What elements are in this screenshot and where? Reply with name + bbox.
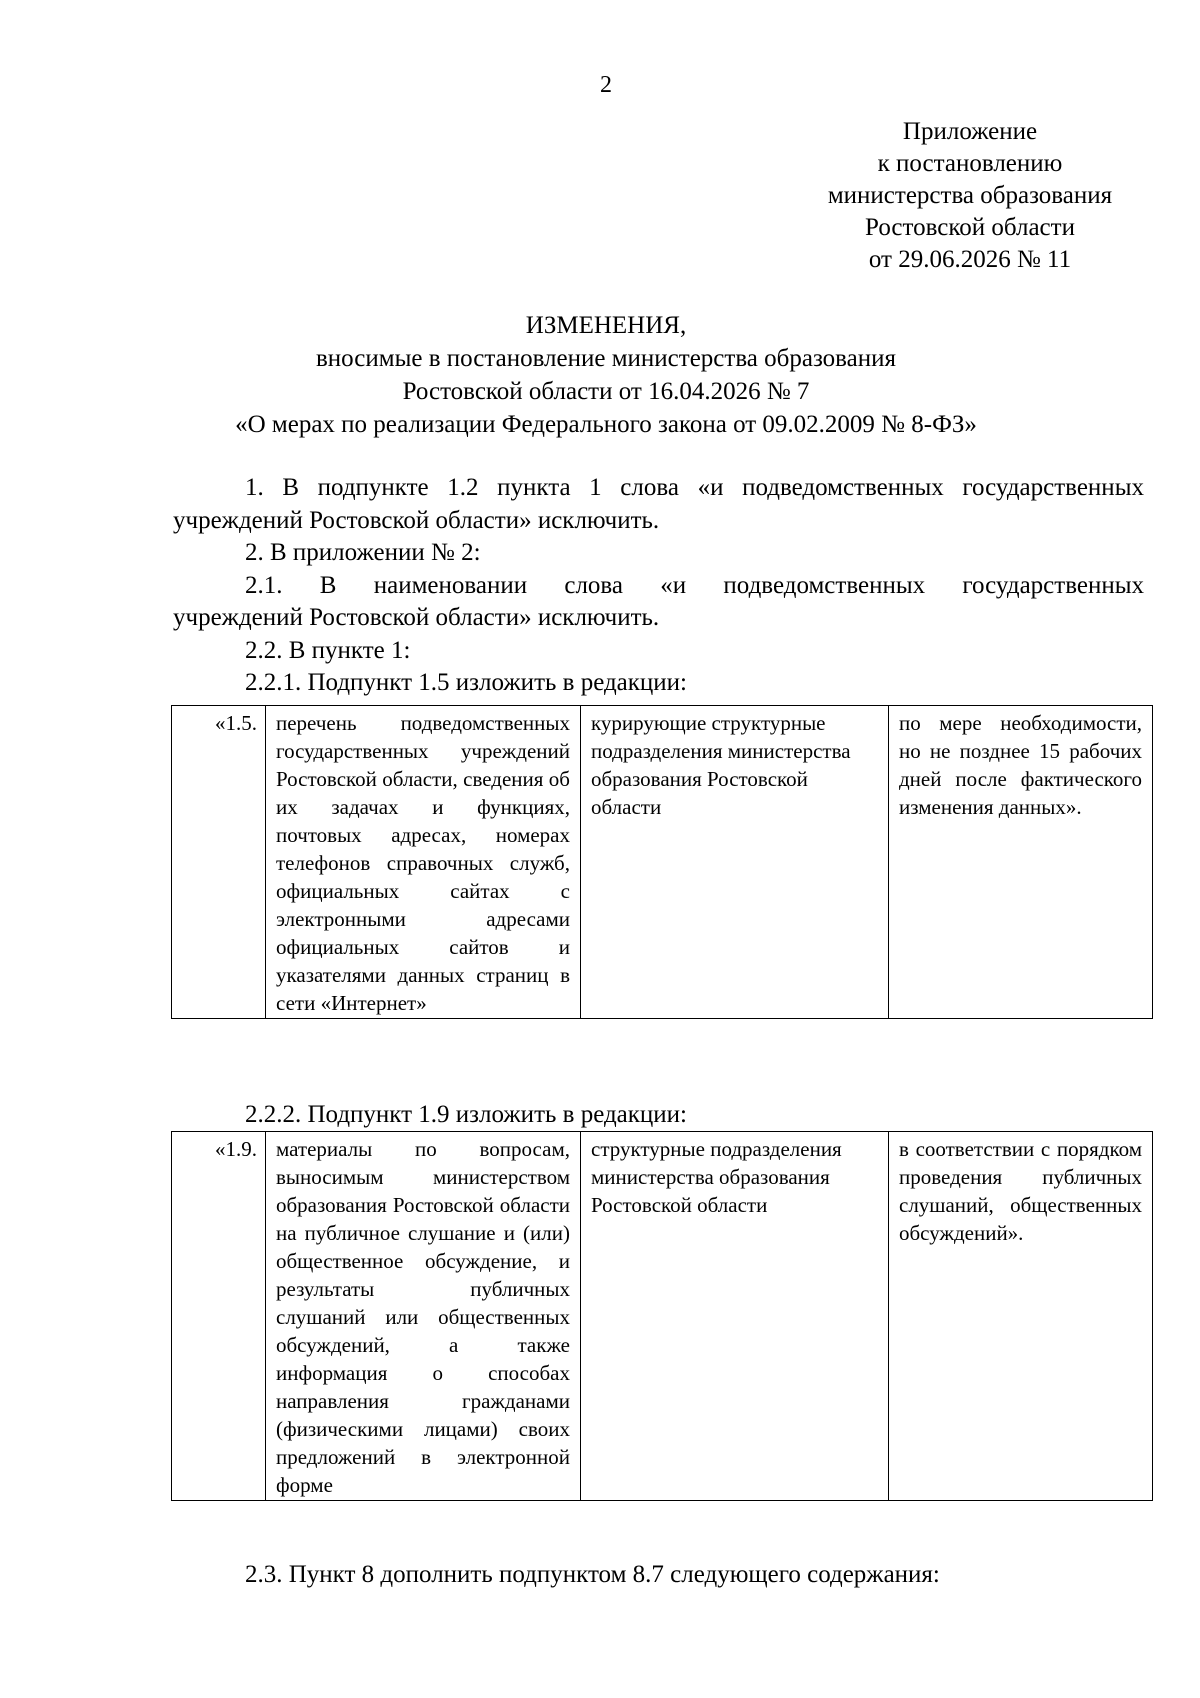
amendment-table-1-9 [171, 1131, 1153, 1501]
item-number: «1.9. [172, 1132, 266, 1501]
appendix-block [790, 116, 1150, 276]
appendix-line: Ростовской области [865, 214, 1075, 241]
paragraph-5: 2.2.1. Подпункт 1.5 изложить в редакции: [245, 669, 688, 696]
table-row [172, 706, 1153, 1019]
document-title [0, 309, 1200, 441]
paragraph-2: 2. В приложении № 2: [245, 539, 481, 566]
info-cell: материалы по вопросам, выносимым министерством образования Ростовской области на публичное слушание и (или) общественное обсуждение, и результаты публичных слушаний или общественных обсуждений, а также информация о способах направления гражданами (физическими лицами) своих предложений в электронной форме [266, 1132, 581, 1501]
deadline-cell: по мере необходимости, но не позднее 15 рабочих дней после фактического изменения данных». [889, 706, 1153, 1019]
info-cell: перечень подведомственных государственных учреждений Ростовской области, сведения об их задачах и функциях, почтовых адресах, номерах телефонов справочных служб, официальных сайтах с электронными адресами официальных сайтов и указателями данных страниц в сети «Интернет» [266, 706, 581, 1019]
title-line: «О мерах по реализации Федерального закона от 09.02.2009 № 8-ФЗ» [235, 411, 977, 438]
responsible-cell: структурные подразделения министерства образования Ростовской области [581, 1132, 889, 1501]
title-line: Ростовской области от 16.04.2026 № 7 [402, 378, 810, 405]
appendix-line: к постановлению [877, 150, 1063, 177]
paragraph-3-line-1: 2.1. В наименовании слова «и подведомственных государственных [245, 571, 1144, 599]
responsible-cell: курирующие структурные подразделения министерства образования Ростовской области [581, 706, 889, 1019]
paragraph-6: 2.2.2. Подпункт 1.9 изложить в редакции: [245, 1101, 688, 1128]
paragraph-3-line-2: учреждений Ростовской области» исключить. [173, 604, 660, 631]
amendment-table-1-5 [171, 705, 1153, 1019]
item-number: «1.5. [172, 706, 266, 1019]
paragraph-4: 2.2. В пункте 1: [245, 636, 411, 664]
body-text [173, 472, 1144, 700]
table-row [172, 1132, 1153, 1501]
paragraph-7: 2.3. Пункт 8 дополнить подпунктом 8.7 следующего содержания: [245, 1561, 940, 1588]
appendix-line: министерства образования [827, 182, 1113, 209]
page-number: 2 [600, 72, 612, 98]
appendix-line: Приложение [902, 118, 1038, 145]
title-line: вносимые в постановление министерства образования [315, 345, 897, 372]
appendix-line: от 29.06.2026 № 11 [868, 246, 1072, 273]
title-heading: ИЗМЕНЕНИЯ, [525, 312, 687, 339]
deadline-cell: в соответствии с порядком проведения публичных слушаний, общественных обсуждений». [889, 1132, 1153, 1501]
paragraph-1-line-1: 1. В подпункте 1.2 пункта 1 слова «и подведомственных государственных [245, 474, 1144, 501]
paragraph-1-line-2: учреждений Ростовской области» исключить. [173, 506, 660, 534]
